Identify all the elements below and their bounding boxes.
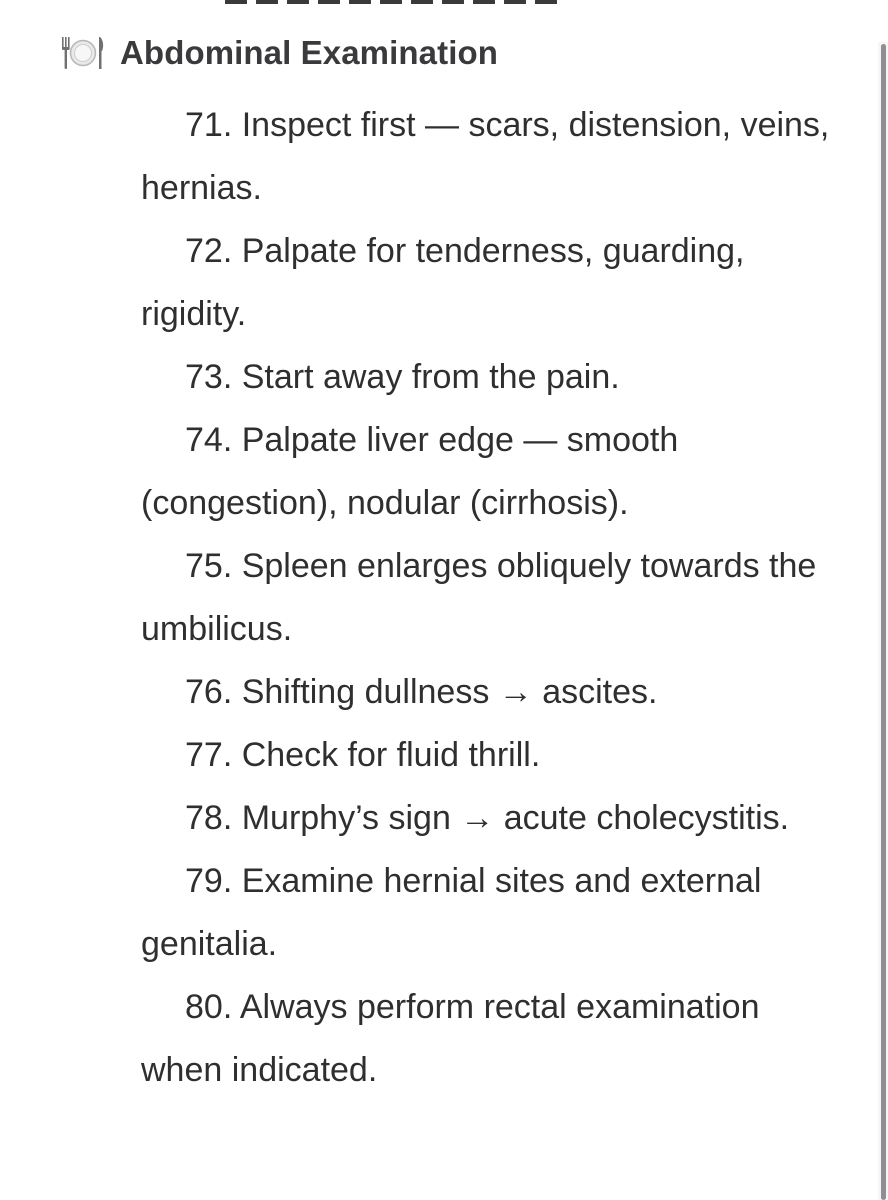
previous-section-cutoff	[225, 0, 585, 4]
notes-list	[141, 94, 841, 1102]
item-text: Shifting dullness → ascites.	[241, 673, 658, 711]
item-text: Examine hernial sites and external genitalia.	[141, 862, 762, 963]
list-item	[141, 346, 841, 409]
item-text: Inspect first — scars, distension, veins, hernias.	[141, 106, 830, 207]
item-number: 74.	[185, 421, 233, 459]
item-text: Check for fluid thrill.	[241, 736, 541, 774]
section-header	[60, 30, 498, 76]
item-number: 77.	[185, 736, 233, 774]
item-number: 76.	[185, 673, 233, 711]
item-text: Murphy’s sign → acute cholecystitis.	[241, 799, 790, 837]
item-text: Spleen enlarges obliquely towards the umbilicus.	[141, 547, 817, 648]
list-item	[141, 661, 841, 724]
list-item	[141, 850, 841, 976]
fork-knife-plate-icon	[60, 33, 106, 73]
item-text: Palpate liver edge — smooth (congestion), nodular (cirrhosis).	[141, 421, 679, 522]
item-number: 71.	[185, 106, 233, 144]
item-text: Always perform rectal examination when indicated.	[141, 988, 760, 1089]
scrollbar-thumb[interactable]	[881, 44, 886, 1200]
list-item	[141, 535, 841, 661]
list-item	[141, 976, 841, 1102]
list-item	[141, 409, 841, 535]
item-text: Palpate for tenderness, guarding, rigidity.	[141, 232, 745, 333]
item-number: 73.	[185, 358, 233, 396]
item-number: 79.	[185, 862, 233, 900]
item-number: 80.	[185, 988, 233, 1026]
item-number: 78.	[185, 799, 233, 837]
list-item	[141, 724, 841, 787]
item-number: 75.	[185, 547, 233, 585]
item-text: Start away from the pain.	[241, 358, 620, 396]
list-item	[141, 94, 841, 220]
item-number: 72.	[185, 232, 233, 270]
list-item	[141, 787, 841, 850]
section-title: Abdominal Examination	[120, 34, 498, 71]
list-item	[141, 220, 841, 346]
